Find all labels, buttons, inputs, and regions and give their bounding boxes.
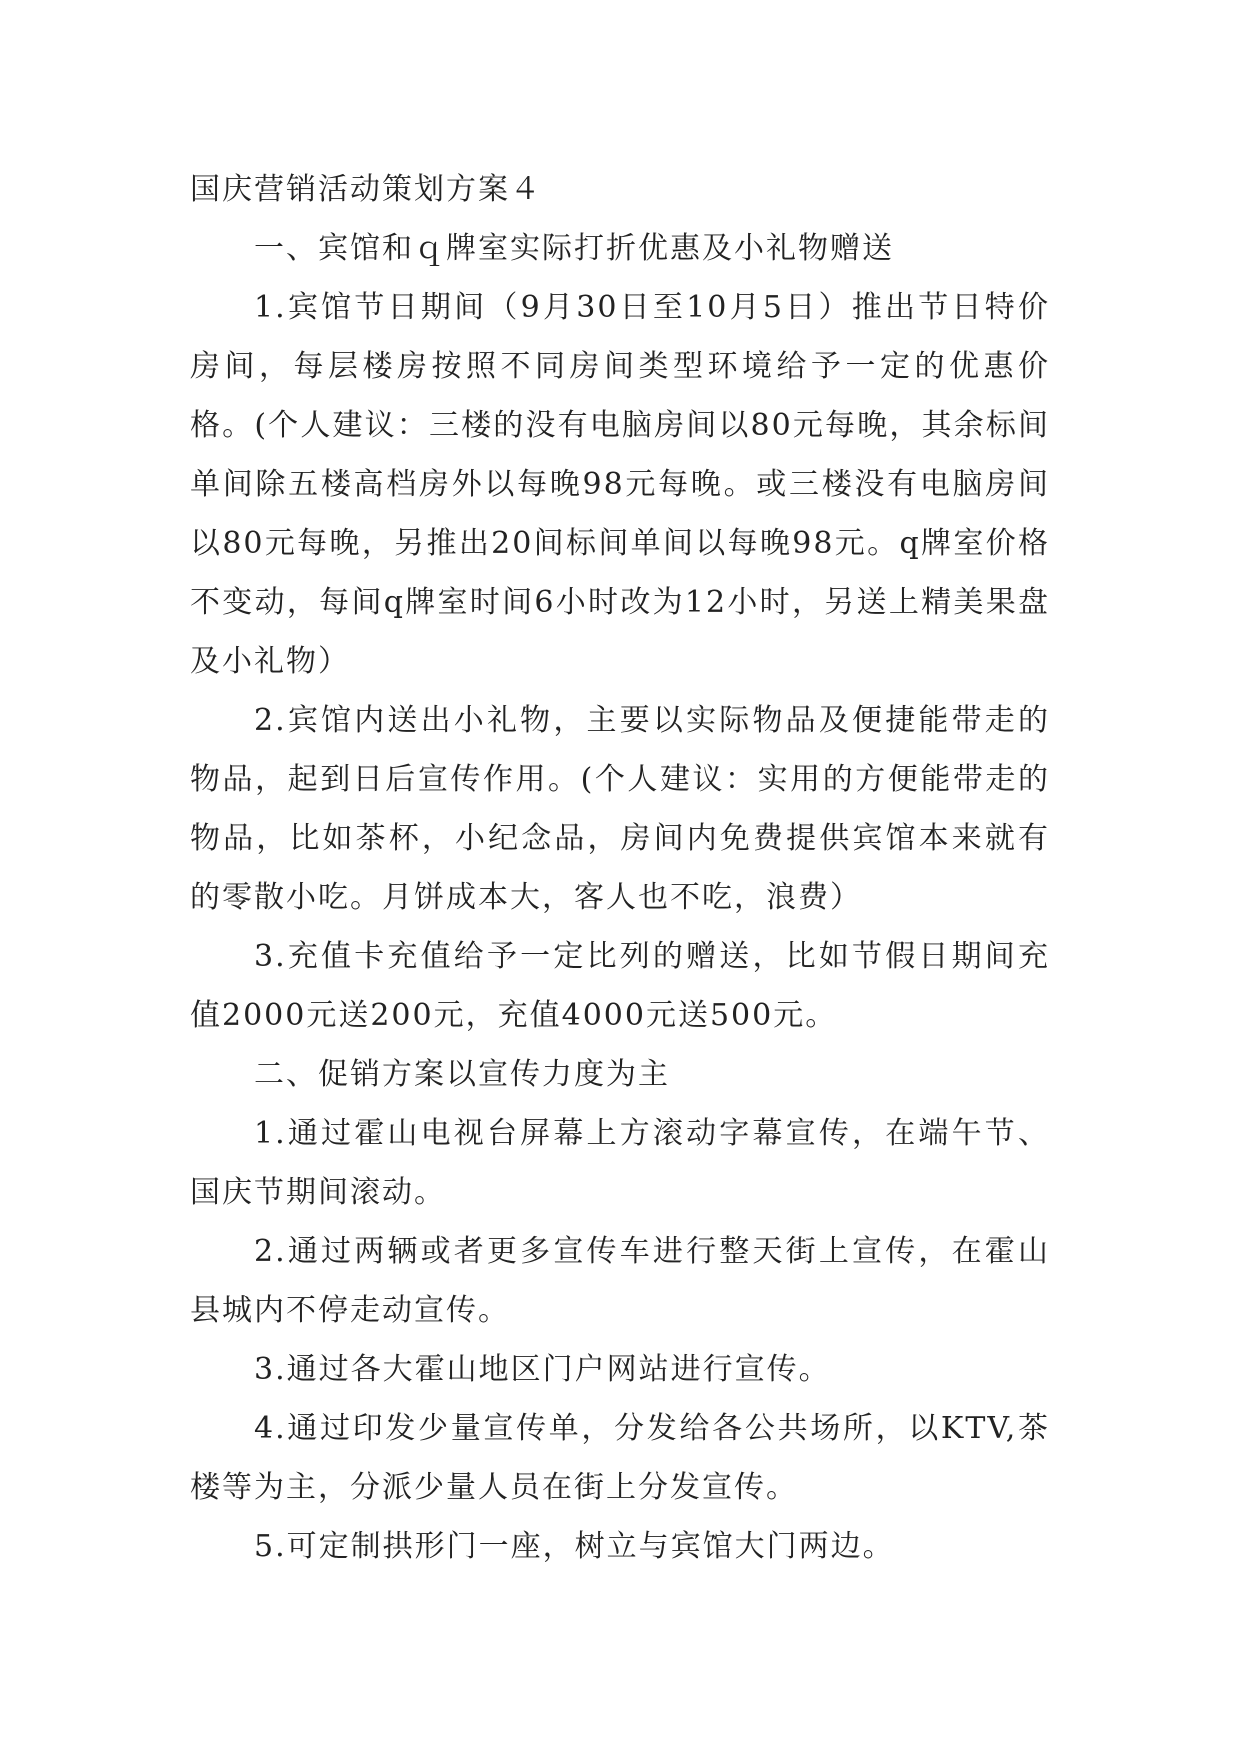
- section-2-item-2: 2.通过两辆或者更多宣传车进行整天街上宣传，在霍山县城内不停走动宣传。: [190, 1234, 1050, 1328]
- section-2-heading: 二、促销方案以宣传力度为主: [254, 1057, 670, 1092]
- section-1-heading: 一、宾馆和ｑ牌室实际打折优惠及小礼物赠送: [254, 231, 894, 266]
- section-1-item-3: 3.充值卡充值给予一定比列的赠送，比如节假日期间充值2000元送200元，充值4000元送500元。: [190, 939, 1050, 1033]
- section-2-item-3: 3.通过各大霍山地区门户网站进行宣传。: [254, 1352, 831, 1387]
- section-2-item-4: 4.通过印发少量宣传单，分发给各公共场所，以KTV,茶楼等为主，分派少量人员在街上分发宣传。: [190, 1411, 1050, 1505]
- section-1-item-1: 1.宾馆节日期间（9月30日至10月5日）推出节日特价房间，每层楼房按照不同房间类型环境给予一定的优惠价格。(个人建议：三楼的没有电脑房间以80元每晚，其余标间单间除五楼高档房外以每晚98元每晚。或三楼没有电脑房间以80元每晚，另推出20间标间单间以每晚98元。q牌室价格不变动，每间q牌室时间6小时改为12小时，另送上精美果盘及小礼物）: [190, 290, 1050, 679]
- document-title: 国庆营销活动策划方案４: [190, 172, 542, 207]
- document-body: [190, 160, 1050, 1576]
- section-1-item-2: 2.宾馆内送出小礼物，主要以实际物品及便捷能带走的物品，起到日后宣传作用。(个人建议：实用的方便能带走的物品，比如茶杯，小纪念品，房间内免费提供宾馆本来就有的零散小吃。月饼成本大，客人也不吃，浪费）: [190, 703, 1050, 915]
- section-2-item-5: 5.可定制拱形门一座，树立与宾馆大门两边。: [254, 1529, 895, 1564]
- section-2-item-1: 1.通过霍山电视台屏幕上方滚动字幕宣传，在端午节、国庆节期间滚动。: [190, 1116, 1050, 1210]
